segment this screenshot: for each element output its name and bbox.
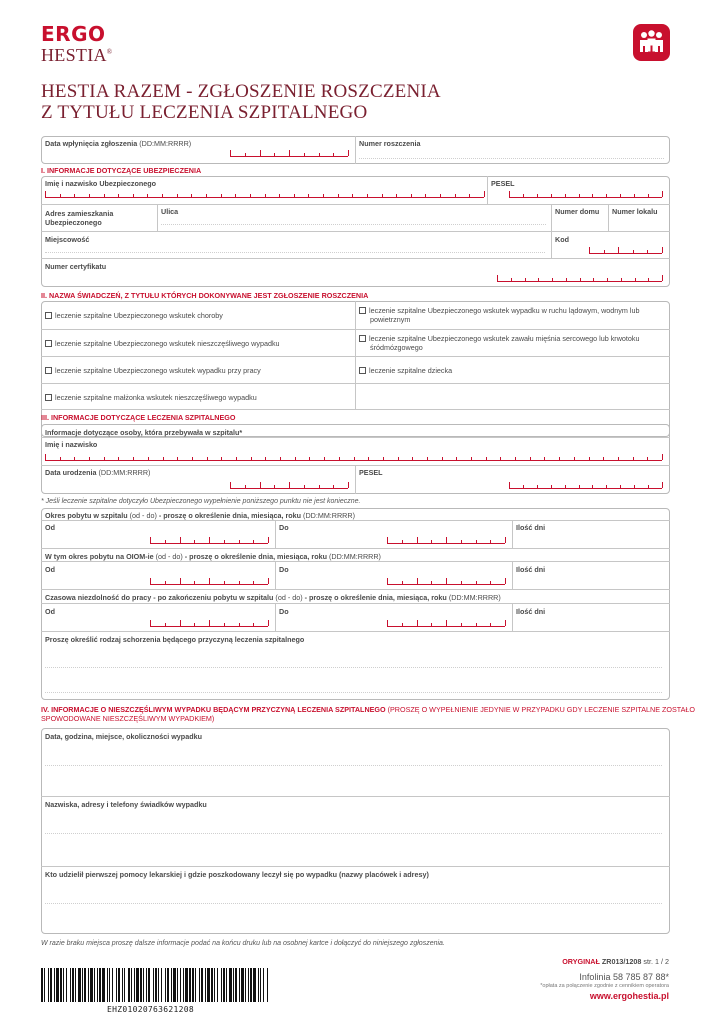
barcode-bar bbox=[183, 968, 184, 1002]
icu-from-field[interactable] bbox=[150, 579, 268, 585]
row-divider bbox=[41, 796, 670, 797]
barcode-bar bbox=[241, 968, 244, 1002]
barcode-bar bbox=[102, 968, 105, 1002]
barcode-bar bbox=[75, 968, 76, 1002]
barcode-bar bbox=[239, 968, 240, 1002]
city-field[interactable] bbox=[45, 252, 545, 253]
row-divider bbox=[41, 520, 670, 521]
barcode-bar bbox=[258, 968, 259, 1002]
incapacity-from-field[interactable] bbox=[150, 621, 268, 627]
divider bbox=[512, 520, 513, 548]
stay-days-label: Ilość dni bbox=[516, 523, 546, 532]
patient-pesel-field[interactable] bbox=[509, 483, 662, 489]
patient-footnote: * Jeśli leczenie szpitalne dotyczyło Ubezpieczonego wypełnienie poniższego punktu nie jest konieczne. bbox=[41, 498, 361, 505]
logo-hestia bbox=[41, 44, 112, 64]
city-label: Miejscowość bbox=[45, 235, 90, 244]
insured-name-field[interactable] bbox=[45, 192, 484, 198]
barcode-bar bbox=[84, 968, 86, 1002]
barcode-bar bbox=[171, 968, 172, 1002]
row-divider bbox=[41, 356, 670, 357]
barcode-bar bbox=[173, 968, 176, 1002]
street-field[interactable] bbox=[161, 224, 546, 225]
barcode-bar bbox=[214, 968, 215, 1002]
barcode-bar bbox=[207, 968, 210, 1002]
barcode-bar bbox=[260, 968, 261, 1002]
row-divider bbox=[41, 589, 670, 590]
circumstances-label: Data, godzina, miejsce, okoliczności wypadku bbox=[45, 732, 202, 741]
insured-pesel-label: PESEL bbox=[491, 179, 515, 188]
barcode-bar bbox=[185, 968, 188, 1002]
divider bbox=[275, 603, 276, 631]
section-1-heading: I. INFORMACJE DOTYCZĄCE UBEZPIECZENIA bbox=[41, 166, 202, 175]
barcode-bar bbox=[99, 968, 101, 1002]
icu-from-label: Od bbox=[45, 565, 55, 574]
certificate-field[interactable] bbox=[497, 276, 662, 282]
barcode-bar bbox=[146, 968, 147, 1002]
hotline: Infolinia 58 785 87 88* bbox=[579, 972, 669, 982]
extra-space-note: W razie braku miejsca proszę dalsze informacje podać na końcu druku lub na osobnej kartce i dołączyć do niniejszego zgłoszenia. bbox=[41, 940, 445, 947]
barcode-bar bbox=[78, 968, 81, 1002]
section-3-heading: III. INFORMACJE DOTYCZĄCE LECZENIA SZPITALNEGO bbox=[41, 413, 236, 422]
barcode-bar bbox=[140, 968, 142, 1002]
postal-code-label: Kod bbox=[555, 235, 569, 244]
barcode-bar bbox=[158, 968, 159, 1002]
checkbox[interactable] bbox=[45, 394, 52, 401]
barcode-bar bbox=[223, 968, 225, 1002]
patient-name-field[interactable] bbox=[45, 455, 662, 461]
barcode-bar bbox=[211, 968, 213, 1002]
barcode-bar bbox=[70, 968, 71, 1002]
barcode-bar bbox=[253, 968, 256, 1002]
section-4-heading: IV. INFORMACJE O NIESZCZĘŚLIWYM WYPADKU BĘDĄCYM PRZYCZYNĄ LECZENIA SZPITALNEGO (PROSZĘ O WYPEŁNIENIE JEDYNIE W PRZYPADKU GDY LECZENIE SZPITALNE ZOSTAŁO SPOWODOWANE NIESZCZĘŚLIWYM WYPADKIEM) bbox=[41, 705, 696, 723]
divider bbox=[355, 301, 356, 409]
barcode-bar bbox=[250, 968, 252, 1002]
circumstances-field-line-1[interactable] bbox=[45, 765, 662, 766]
hospital-stay-box bbox=[41, 508, 670, 700]
hotline-note: *opłata za połączenie zgodnie z cennikiem operatora bbox=[540, 983, 669, 989]
barcode-bar bbox=[136, 968, 139, 1002]
barcode-bar bbox=[235, 968, 237, 1002]
row-divider bbox=[41, 383, 670, 384]
barcode-bar bbox=[195, 968, 196, 1002]
website-link[interactable]: www.ergohestia.pl bbox=[589, 991, 669, 1001]
barcode-bar bbox=[44, 968, 45, 1002]
witnesses-label: Nazwiska, adresy i telefony świadków wypadku bbox=[45, 800, 207, 809]
checkbox[interactable] bbox=[45, 312, 52, 319]
row-divider bbox=[41, 437, 670, 438]
row-divider bbox=[41, 204, 670, 205]
incapacity-days-label: Ilość dni bbox=[516, 607, 546, 616]
barcode-bar bbox=[248, 968, 249, 1002]
certificate-label: Numer certyfikatu bbox=[45, 262, 107, 271]
row-divider bbox=[41, 866, 670, 867]
barcode-bar bbox=[134, 968, 135, 1002]
barcode-bar bbox=[233, 968, 234, 1002]
barcode-bar bbox=[56, 968, 59, 1002]
icu-period-label: W tym okres pobytu na OIOM-ie (od - do) - proszę o określenie dnia, miesiąca, roku (DD:MM:RRRR) bbox=[45, 552, 381, 561]
icu-to-field[interactable] bbox=[387, 579, 505, 585]
divider bbox=[355, 465, 356, 494]
disease-field-line-1[interactable] bbox=[45, 667, 662, 668]
barcode-bar bbox=[41, 968, 43, 1002]
first-aid-label: Kto udzielił pierwszej pomocy lekarskiej i gdzie poszkodowany leczył się po wypadku (nazwy placówek i adresy) bbox=[45, 870, 429, 879]
stay-from-field[interactable] bbox=[150, 538, 268, 544]
claim-number-field[interactable] bbox=[359, 158, 664, 159]
first-aid-field-line-1[interactable] bbox=[45, 903, 662, 904]
benefit-option-child[interactable]: leczenie szpitalne dziecka bbox=[359, 366, 452, 375]
barcode-bar bbox=[82, 968, 83, 1002]
barcode-bar bbox=[50, 968, 52, 1002]
benefit-option-work-accident[interactable]: leczenie szpitalne Ubezpieczonego wskutek wypadku przy pracy bbox=[45, 366, 261, 375]
barcode-bar bbox=[221, 968, 222, 1002]
row-divider bbox=[41, 409, 670, 410]
barcode-bar bbox=[143, 968, 144, 1002]
logo-reg-mark: ® bbox=[106, 48, 113, 56]
row-divider bbox=[41, 631, 670, 632]
section-2-heading: II. NAZWA ŚWIADCZEŃ, Z TYTUŁU KTÓRYCH DOKONYWANE JEST ZGŁOSZENIE ROSZCZENIA bbox=[41, 291, 369, 300]
barcode-bar bbox=[148, 968, 150, 1002]
witnesses-field-line-1[interactable] bbox=[45, 833, 662, 834]
barcode-bar bbox=[165, 968, 166, 1002]
incapacity-to-label: Do bbox=[279, 607, 289, 616]
dob-field[interactable] bbox=[230, 483, 348, 489]
barcode-bar bbox=[54, 968, 55, 1002]
title-line-1: HESTIA RAZEM - ZGŁOSZENIE ROSZCZENIA bbox=[41, 81, 441, 102]
page-title bbox=[41, 81, 441, 123]
barcode-bar bbox=[88, 968, 89, 1002]
barcode-bar bbox=[201, 968, 203, 1002]
barcode bbox=[41, 968, 271, 1004]
barcode-bar bbox=[229, 968, 232, 1002]
barcode-bar bbox=[205, 968, 206, 1002]
barcode-number: EHZ01020763621208 bbox=[107, 1005, 194, 1014]
brand-logo bbox=[41, 24, 112, 64]
divider bbox=[275, 520, 276, 548]
benefit-option-illness[interactable]: leczenie szpitalne Ubezpieczonego wskutek choroby bbox=[45, 311, 223, 320]
divider bbox=[157, 204, 158, 231]
checkbox[interactable] bbox=[45, 367, 52, 374]
divider bbox=[487, 176, 488, 204]
barcode-bar bbox=[263, 968, 264, 1002]
stay-to-label: Do bbox=[279, 523, 289, 532]
row-divider bbox=[41, 603, 670, 604]
disease-label: Proszę określić rodzaj schorzenia będącego przyczyną leczenia szpitalnego bbox=[45, 635, 305, 644]
family-icon bbox=[633, 24, 670, 61]
barcode-bar bbox=[131, 968, 132, 1002]
benefit-option-heart-attack[interactable]: leczenie szpitalne Ubezpieczonego wskutek zawału mięśnia sercowego lub krwotoku śródmózgowego bbox=[359, 334, 659, 352]
stay-period-label: Okres pobytu w szpitalu (od - do) - proszę o określenie dnia, miesiąca, roku (DD:MM:RRRR) bbox=[45, 511, 355, 520]
row-divider bbox=[41, 561, 670, 562]
barcode-bar bbox=[66, 968, 67, 1002]
barcode-bar bbox=[60, 968, 62, 1002]
postal-code-field[interactable] bbox=[589, 248, 662, 254]
barcode-bar bbox=[94, 968, 95, 1002]
barcode-bar bbox=[189, 968, 191, 1002]
row-divider bbox=[41, 258, 670, 259]
divider bbox=[355, 136, 356, 164]
barcode-bar bbox=[226, 968, 227, 1002]
barcode-bar bbox=[116, 968, 117, 1002]
checkbox[interactable] bbox=[359, 335, 366, 342]
house-number-label: Numer domu bbox=[555, 207, 600, 216]
icu-days-label: Ilość dni bbox=[516, 565, 546, 574]
barcode-bar bbox=[107, 968, 108, 1002]
barcode-bar bbox=[180, 968, 181, 1002]
barcode-bar bbox=[245, 968, 246, 1002]
barcode-bar bbox=[217, 968, 218, 1002]
dob-label: Data urodzenia (DD:MM:RRRR) bbox=[45, 468, 151, 477]
divider bbox=[608, 204, 609, 231]
barcode-bar bbox=[267, 968, 268, 1002]
barcode-bar bbox=[63, 968, 64, 1002]
checkbox[interactable] bbox=[359, 367, 366, 374]
icu-to-label: Do bbox=[279, 565, 289, 574]
logo-hestia-text: HESTIA bbox=[41, 45, 107, 65]
barcode-bar bbox=[167, 968, 169, 1002]
benefit-option-accident[interactable]: leczenie szpitalne Ubezpieczonego wskutek nieszczęśliwego wypadku bbox=[45, 339, 280, 348]
barcode-bar bbox=[192, 968, 194, 1002]
barcode-bar bbox=[109, 968, 110, 1002]
patient-pesel-label: PESEL bbox=[359, 468, 383, 477]
barcode-bar bbox=[118, 968, 120, 1002]
checkbox[interactable] bbox=[45, 340, 52, 347]
title-line-2: Z TYTUŁU LECZENIA SZPITALNEGO bbox=[41, 102, 368, 123]
barcode-bar bbox=[112, 968, 113, 1002]
stay-from-label: Od bbox=[45, 523, 55, 532]
barcode-bar bbox=[90, 968, 93, 1002]
patient-info-label: Informacje dotyczące osoby, która przebywała w szpitalu* bbox=[45, 428, 243, 437]
incapacity-from-label: Od bbox=[45, 607, 55, 616]
barcode-bar bbox=[124, 968, 125, 1002]
date-received-label: Data wpłynięcia zgłoszenia (DD:MM:RRRR) bbox=[45, 139, 192, 148]
benefit-option-spouse[interactable]: leczenie szpitalne małżonka wskutek nieszczęśliwego wypadku bbox=[45, 393, 257, 402]
disease-field-line-2[interactable] bbox=[45, 692, 662, 693]
barcode-bar bbox=[72, 968, 74, 1002]
barcode-bar bbox=[155, 968, 157, 1002]
checkbox[interactable] bbox=[359, 307, 366, 314]
barcode-bar bbox=[122, 968, 123, 1002]
barcode-bar bbox=[199, 968, 200, 1002]
flat-number-label: Numer lokalu bbox=[612, 207, 658, 216]
divider bbox=[275, 561, 276, 589]
incapacity-to-field[interactable] bbox=[387, 621, 505, 627]
barcode-bar bbox=[177, 968, 178, 1002]
barcode-bar bbox=[97, 968, 98, 1002]
street-label: Ulica bbox=[161, 207, 179, 216]
date-received-field[interactable] bbox=[230, 151, 348, 157]
address-label: Adres zamieszkania Ubezpieczonego bbox=[45, 209, 114, 227]
insured-pesel-field[interactable] bbox=[509, 192, 662, 198]
divider bbox=[512, 561, 513, 589]
benefit-option-traffic-accident[interactable]: leczenie szpitalne Ubezpieczonego wskutek wypadku w ruchu lądowym, wodnym lub powietrznym bbox=[359, 306, 659, 324]
stay-to-field[interactable] bbox=[387, 538, 505, 544]
row-divider bbox=[41, 231, 670, 232]
row-divider bbox=[41, 329, 670, 330]
barcode-bar bbox=[128, 968, 130, 1002]
barcode-bar bbox=[153, 968, 154, 1002]
logo-ergo: ERGO bbox=[41, 22, 106, 46]
claim-number-label: Numer roszczenia bbox=[359, 139, 421, 148]
divider bbox=[512, 603, 513, 631]
incapacity-period-label: Czasowa niezdolność do pracy - po zakończeniu pobytu w szpitalu (od - do) - proszę o określenie dnia, miesiąca, roku (DD:MM:RRRR) bbox=[45, 593, 501, 602]
patient-name-label: Imię i nazwisko bbox=[45, 440, 98, 449]
insured-name-label: Imię i nazwisko Ubezpieczonego bbox=[45, 179, 157, 188]
barcode-bar bbox=[48, 968, 49, 1002]
row-divider bbox=[41, 548, 670, 549]
form-id: ORYGINAŁ ZR013/1208 str. 1 / 2 bbox=[562, 957, 669, 966]
barcode-bar bbox=[161, 968, 162, 1002]
